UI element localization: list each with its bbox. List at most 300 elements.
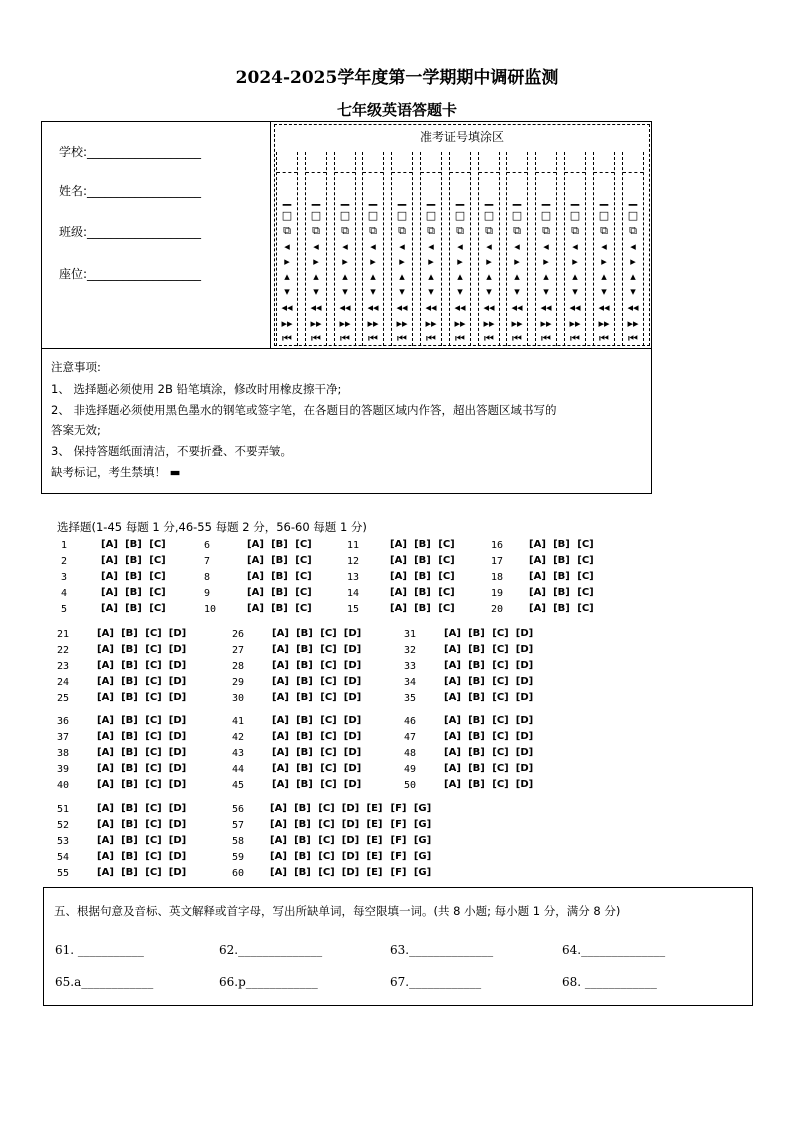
answer-bubble[interactable]: [C] (145, 731, 162, 742)
answer-bubble[interactable]: [A] (272, 692, 289, 703)
answer-bubble[interactable]: [C] (492, 715, 509, 726)
answer-bubble[interactable]: [D] (343, 692, 362, 703)
exam-number-write-cell[interactable] (306, 152, 326, 173)
answer-bubble[interactable]: [A] (272, 715, 289, 726)
exam-digit-bubble[interactable]: ◂◂ (454, 301, 466, 314)
exam-digit-bubble[interactable]: ▾ (630, 285, 636, 298)
exam-digit-bubble[interactable]: □ (310, 209, 322, 222)
answer-bubble[interactable]: [B] (414, 539, 431, 550)
answer-bubble[interactable]: [G] (413, 803, 432, 814)
answer-bubble[interactable]: [C] (492, 660, 509, 671)
answer-bubble[interactable]: [A] (529, 539, 546, 550)
answer-bubble[interactable]: [C] (145, 819, 162, 830)
answer-bubble[interactable]: [A] (444, 731, 461, 742)
exam-digit-bubble[interactable]: ▸ (601, 255, 607, 268)
answer-bubble[interactable]: [B] (271, 571, 288, 582)
answer-bubble[interactable]: [C] (320, 715, 337, 726)
answer-bubble[interactable]: [A] (272, 731, 289, 742)
answer-bubble[interactable]: [A] (101, 603, 118, 614)
exam-digit-bubble[interactable]: ⧉ (571, 224, 579, 237)
answer-bubble[interactable]: [A] (247, 603, 264, 614)
answer-bubble[interactable]: [B] (121, 676, 138, 687)
exam-digit-bubble[interactable]: ◂◂ (396, 301, 408, 314)
answer-bubble[interactable]: [B] (296, 676, 313, 687)
exam-digit-bubble[interactable]: ⧉ (485, 224, 493, 237)
answer-bubble[interactable]: [A] (529, 603, 546, 614)
exam-digit-bubble[interactable]: ⧉ (369, 224, 377, 237)
answer-bubble[interactable]: [A] (97, 851, 114, 862)
answer-bubble[interactable]: [B] (296, 715, 313, 726)
answer-bubble[interactable]: [C] (577, 539, 594, 550)
answer-bubble[interactable]: [D] (168, 867, 187, 878)
answer-bubble[interactable]: [B] (468, 747, 485, 758)
exam-digit-bubble[interactable]: ▸▸ (483, 317, 495, 330)
answer-bubble[interactable]: [G] (413, 867, 432, 878)
answer-bubble[interactable]: [A] (247, 539, 264, 550)
answer-bubble[interactable]: [G] (413, 819, 432, 830)
answer-bubble[interactable]: [B] (468, 715, 485, 726)
answer-bubble[interactable]: [A] (97, 747, 114, 758)
answer-bubble[interactable]: [B] (121, 731, 138, 742)
exam-digit-bubble[interactable]: ◂ (486, 240, 492, 253)
exam-digit-bubble[interactable]: ⏮ (484, 332, 494, 345)
answer-bubble[interactable]: [C] (320, 763, 337, 774)
answer-bubble[interactable]: [B] (121, 867, 138, 878)
answer-bubble[interactable]: [C] (149, 587, 166, 598)
blank-64[interactable]: 64.______________ (562, 943, 666, 957)
answer-bubble[interactable]: [A] (97, 660, 114, 671)
answer-bubble[interactable]: [A] (444, 660, 461, 671)
answer-bubble[interactable]: [D] (515, 747, 534, 758)
answer-bubble[interactable]: [A] (444, 747, 461, 758)
answer-bubble[interactable]: [A] (272, 644, 289, 655)
answer-bubble[interactable]: [A] (97, 715, 114, 726)
answer-bubble[interactable]: [B] (121, 660, 138, 671)
answer-bubble[interactable]: [A] (270, 803, 287, 814)
exam-digit-bubble[interactable]: □ (511, 209, 523, 222)
blank-63[interactable]: 63.______________ (390, 943, 494, 957)
exam-digit-bubble[interactable]: ◂ (630, 240, 636, 253)
answer-bubble[interactable]: [B] (271, 603, 288, 614)
answer-bubble[interactable]: [C] (318, 835, 335, 846)
answer-bubble[interactable]: [C] (318, 819, 335, 830)
exam-digit-bubble[interactable]: ▁ (599, 193, 609, 206)
exam-digit-bubble[interactable]: ▸ (630, 255, 636, 268)
answer-bubble[interactable]: [A] (101, 555, 118, 566)
answer-bubble[interactable]: [C] (577, 571, 594, 582)
answer-bubble[interactable]: [B] (414, 603, 431, 614)
answer-bubble[interactable]: [D] (515, 660, 534, 671)
answer-bubble[interactable]: [B] (121, 747, 138, 758)
exam-digit-bubble[interactable]: ▸▸ (425, 317, 437, 330)
answer-bubble[interactable]: [B] (296, 692, 313, 703)
exam-digit-bubble[interactable]: ⧉ (456, 224, 464, 237)
exam-digit-bubble[interactable]: ▴ (313, 270, 319, 283)
exam-digit-bubble[interactable]: ▁ (455, 193, 465, 206)
answer-bubble[interactable]: [A] (390, 587, 407, 598)
answer-bubble[interactable]: [D] (515, 715, 534, 726)
answer-bubble[interactable]: [D] (168, 819, 187, 830)
answer-bubble[interactable]: [A] (529, 571, 546, 582)
answer-bubble[interactable]: [C] (295, 587, 312, 598)
answer-bubble[interactable]: [D] (341, 851, 360, 862)
answer-bubble[interactable]: [C] (145, 676, 162, 687)
answer-bubble[interactable]: [D] (343, 779, 362, 790)
exam-number-write-cell[interactable] (479, 152, 499, 173)
exam-digit-bubble[interactable]: ▁ (282, 193, 292, 206)
seat-field[interactable]: 座位:___________________ (59, 267, 202, 281)
answer-bubble[interactable]: [C] (145, 835, 162, 846)
answer-bubble[interactable]: [E] (366, 867, 383, 878)
answer-bubble[interactable]: [B] (121, 763, 138, 774)
exam-digit-bubble[interactable]: ◂◂ (281, 301, 293, 314)
exam-digit-bubble[interactable]: ▾ (399, 285, 405, 298)
answer-bubble[interactable]: [A] (101, 587, 118, 598)
answer-bubble[interactable]: [A] (97, 692, 114, 703)
answer-bubble[interactable]: [C] (320, 644, 337, 655)
exam-digit-bubble[interactable]: ▸ (572, 255, 578, 268)
answer-bubble[interactable]: [C] (149, 539, 166, 550)
answer-bubble[interactable]: [B] (296, 747, 313, 758)
answer-bubble[interactable]: [C] (492, 644, 509, 655)
exam-digit-bubble[interactable]: ▴ (342, 270, 348, 283)
answer-bubble[interactable]: [D] (343, 763, 362, 774)
answer-bubble[interactable]: [B] (121, 692, 138, 703)
answer-bubble[interactable]: [C] (438, 603, 455, 614)
answer-bubble[interactable]: [B] (553, 539, 570, 550)
exam-digit-bubble[interactable]: ⧉ (312, 224, 320, 237)
answer-bubble[interactable]: [A] (444, 763, 461, 774)
answer-bubble[interactable]: [C] (438, 571, 455, 582)
exam-digit-bubble[interactable]: ▾ (601, 285, 607, 298)
answer-bubble[interactable]: [B] (414, 587, 431, 598)
answer-bubble[interactable]: [E] (366, 803, 383, 814)
exam-digit-bubble[interactable]: ⧉ (513, 224, 521, 237)
exam-number-write-cell[interactable] (392, 152, 412, 173)
answer-bubble[interactable]: [C] (145, 715, 162, 726)
answer-bubble[interactable]: [A] (444, 779, 461, 790)
exam-digit-bubble[interactable]: ▸▸ (454, 317, 466, 330)
answer-bubble[interactable]: [D] (343, 715, 362, 726)
exam-digit-bubble[interactable]: ⧉ (398, 224, 406, 237)
answer-bubble[interactable]: [B] (468, 660, 485, 671)
school-field[interactable]: 学校:___________________ (59, 145, 202, 159)
exam-digit-bubble[interactable]: ▁ (570, 193, 580, 206)
answer-bubble[interactable]: [D] (341, 819, 360, 830)
answer-bubble[interactable]: [B] (125, 539, 142, 550)
exam-digit-bubble[interactable]: ▸▸ (511, 317, 523, 330)
answer-bubble[interactable]: [B] (294, 867, 311, 878)
answer-bubble[interactable]: [C] (320, 779, 337, 790)
exam-digit-bubble[interactable]: ▸ (428, 255, 434, 268)
exam-digit-bubble[interactable]: ⏮ (541, 332, 551, 345)
exam-digit-bubble[interactable]: ▁ (368, 193, 378, 206)
answer-bubble[interactable]: [B] (468, 731, 485, 742)
absent-mark[interactable]: 缺考标记，考生禁填！ ▬ (51, 465, 181, 479)
answer-bubble[interactable]: [C] (145, 851, 162, 862)
answer-bubble[interactable]: [C] (577, 603, 594, 614)
answer-bubble[interactable]: [A] (97, 763, 114, 774)
name-field[interactable]: 姓名:___________________ (59, 184, 202, 198)
exam-digit-bubble[interactable]: ▾ (486, 285, 492, 298)
exam-digit-bubble[interactable]: ▴ (370, 270, 376, 283)
answer-bubble[interactable]: [C] (438, 587, 455, 598)
answer-bubble[interactable]: [B] (468, 628, 485, 639)
exam-digit-bubble[interactable]: ▸ (370, 255, 376, 268)
answer-bubble[interactable]: [F] (390, 819, 407, 830)
answer-bubble[interactable]: [C] (320, 747, 337, 758)
exam-digit-bubble[interactable]: ◂◂ (425, 301, 437, 314)
exam-digit-bubble[interactable]: ⧉ (427, 224, 435, 237)
exam-digit-bubble[interactable]: ▾ (342, 285, 348, 298)
blank-61[interactable]: 61. ___________ (55, 943, 144, 957)
answer-bubble[interactable]: [C] (492, 763, 509, 774)
exam-number-write-cell[interactable] (335, 152, 355, 173)
exam-digit-bubble[interactable]: ▴ (601, 270, 607, 283)
exam-digit-bubble[interactable]: ▸ (514, 255, 520, 268)
answer-bubble[interactable]: [E] (366, 851, 383, 862)
answer-bubble[interactable]: [C] (318, 867, 335, 878)
answer-bubble[interactable]: [A] (390, 555, 407, 566)
answer-bubble[interactable]: [D] (341, 835, 360, 846)
exam-digit-bubble[interactable]: ◂ (342, 240, 348, 253)
exam-number-write-cell[interactable] (363, 152, 383, 173)
answer-bubble[interactable]: [D] (168, 660, 187, 671)
exam-digit-bubble[interactable]: ▾ (543, 285, 549, 298)
answer-bubble[interactable]: [A] (97, 835, 114, 846)
answer-bubble[interactable]: [A] (444, 644, 461, 655)
exam-digit-bubble[interactable]: ◂ (399, 240, 405, 253)
exam-digit-bubble[interactable]: ◂ (514, 240, 520, 253)
answer-bubble[interactable]: [A] (270, 819, 287, 830)
exam-digit-bubble[interactable]: ▴ (630, 270, 636, 283)
answer-bubble[interactable]: [D] (168, 644, 187, 655)
answer-bubble[interactable]: [D] (515, 644, 534, 655)
exam-digit-bubble[interactable]: ▸ (313, 255, 319, 268)
exam-digit-bubble[interactable]: ▸▸ (598, 317, 610, 330)
answer-bubble[interactable]: [A] (529, 587, 546, 598)
exam-digit-bubble[interactable]: ▸▸ (281, 317, 293, 330)
exam-digit-bubble[interactable]: □ (598, 209, 610, 222)
exam-digit-bubble[interactable]: □ (339, 209, 351, 222)
exam-digit-bubble[interactable]: ⧉ (341, 224, 349, 237)
answer-bubble[interactable]: [D] (343, 731, 362, 742)
exam-digit-bubble[interactable]: ⧉ (283, 224, 291, 237)
answer-bubble[interactable]: [A] (97, 731, 114, 742)
answer-bubble[interactable]: [A] (444, 676, 461, 687)
answer-bubble[interactable]: [A] (272, 779, 289, 790)
exam-digit-bubble[interactable]: ▸▸ (310, 317, 322, 330)
answer-bubble[interactable]: [D] (168, 628, 187, 639)
answer-bubble[interactable]: [F] (390, 835, 407, 846)
answer-bubble[interactable]: [D] (343, 644, 362, 655)
answer-bubble[interactable]: [D] (341, 867, 360, 878)
answer-bubble[interactable]: [D] (168, 731, 187, 742)
answer-bubble[interactable]: [C] (492, 676, 509, 687)
exam-digit-bubble[interactable]: ▸▸ (627, 317, 639, 330)
answer-bubble[interactable]: [B] (125, 587, 142, 598)
answer-bubble[interactable]: [B] (414, 571, 431, 582)
answer-bubble[interactable]: [C] (145, 628, 162, 639)
exam-digit-bubble[interactable]: ◂◂ (339, 301, 351, 314)
blank-66[interactable]: 66.p____________ (219, 975, 318, 989)
exam-digit-bubble[interactable]: ▸ (399, 255, 405, 268)
exam-digit-bubble[interactable]: ◂◂ (540, 301, 552, 314)
answer-bubble[interactable]: [A] (390, 571, 407, 582)
exam-digit-bubble[interactable]: ▁ (512, 193, 522, 206)
answer-bubble[interactable]: [D] (168, 803, 187, 814)
answer-bubble[interactable]: [A] (270, 867, 287, 878)
exam-digit-bubble[interactable]: ⏮ (512, 332, 522, 345)
answer-bubble[interactable]: [B] (553, 571, 570, 582)
answer-bubble[interactable]: [C] (149, 571, 166, 582)
answer-bubble[interactable]: [B] (271, 555, 288, 566)
answer-bubble[interactable]: [A] (97, 803, 114, 814)
exam-digit-bubble[interactable]: ▾ (284, 285, 290, 298)
exam-digit-bubble[interactable]: ▸ (486, 255, 492, 268)
answer-bubble[interactable]: [D] (515, 676, 534, 687)
answer-bubble[interactable]: [C] (438, 555, 455, 566)
answer-bubble[interactable]: [A] (97, 779, 114, 790)
exam-digit-bubble[interactable]: ▸▸ (396, 317, 408, 330)
exam-digit-bubble[interactable]: □ (425, 209, 437, 222)
exam-digit-bubble[interactable]: ▾ (514, 285, 520, 298)
answer-bubble[interactable]: [D] (343, 660, 362, 671)
answer-bubble[interactable]: [A] (101, 571, 118, 582)
exam-digit-bubble[interactable]: □ (367, 209, 379, 222)
answer-bubble[interactable]: [C] (295, 571, 312, 582)
answer-bubble[interactable]: [C] (318, 803, 335, 814)
answer-bubble[interactable]: [B] (121, 715, 138, 726)
answer-bubble[interactable]: [B] (296, 731, 313, 742)
exam-digit-bubble[interactable]: □ (396, 209, 408, 222)
answer-bubble[interactable]: [D] (168, 692, 187, 703)
exam-digit-bubble[interactable]: ▴ (457, 270, 463, 283)
answer-bubble[interactable]: [C] (145, 763, 162, 774)
answer-bubble[interactable]: [B] (125, 555, 142, 566)
answer-bubble[interactable]: [C] (145, 692, 162, 703)
exam-digit-bubble[interactable]: ▴ (514, 270, 520, 283)
exam-digit-bubble[interactable]: ◂ (370, 240, 376, 253)
exam-digit-bubble[interactable]: ⏮ (426, 332, 436, 345)
answer-bubble[interactable]: [C] (320, 731, 337, 742)
answer-bubble[interactable]: [C] (577, 555, 594, 566)
exam-digit-bubble[interactable]: ▴ (486, 270, 492, 283)
exam-digit-bubble[interactable]: ◂ (543, 240, 549, 253)
exam-digit-bubble[interactable]: □ (569, 209, 581, 222)
answer-bubble[interactable]: [B] (121, 644, 138, 655)
exam-number-write-cell[interactable] (507, 152, 527, 173)
answer-bubble[interactable]: [B] (296, 644, 313, 655)
exam-number-write-cell[interactable] (623, 152, 643, 173)
answer-bubble[interactable]: [A] (272, 628, 289, 639)
answer-bubble[interactable]: [C] (149, 603, 166, 614)
exam-digit-bubble[interactable]: □ (483, 209, 495, 222)
exam-digit-bubble[interactable]: ◂◂ (511, 301, 523, 314)
exam-digit-bubble[interactable]: ▁ (397, 193, 407, 206)
exam-digit-bubble[interactable]: ◂◂ (310, 301, 322, 314)
answer-bubble[interactable]: [C] (438, 539, 455, 550)
exam-digit-bubble[interactable]: ⧉ (542, 224, 550, 237)
answer-bubble[interactable]: [D] (341, 803, 360, 814)
answer-bubble[interactable]: [A] (444, 715, 461, 726)
answer-bubble[interactable]: [B] (294, 835, 311, 846)
answer-bubble[interactable]: [B] (414, 555, 431, 566)
answer-bubble[interactable]: [B] (468, 644, 485, 655)
exam-digit-bubble[interactable]: ⏮ (397, 332, 407, 345)
answer-bubble[interactable]: [D] (168, 763, 187, 774)
answer-bubble[interactable]: [B] (294, 851, 311, 862)
exam-digit-bubble[interactable]: ▁ (484, 193, 494, 206)
exam-digit-bubble[interactable]: □ (627, 209, 639, 222)
exam-digit-bubble[interactable]: ▴ (428, 270, 434, 283)
answer-bubble[interactable]: [C] (492, 779, 509, 790)
answer-bubble[interactable]: [F] (390, 803, 407, 814)
exam-digit-bubble[interactable]: ◂ (601, 240, 607, 253)
exam-digit-bubble[interactable]: ⏮ (570, 332, 580, 345)
exam-digit-bubble[interactable]: □ (540, 209, 552, 222)
exam-digit-bubble[interactable]: ▁ (340, 193, 350, 206)
answer-bubble[interactable]: [A] (247, 587, 264, 598)
exam-digit-bubble[interactable]: ▾ (457, 285, 463, 298)
answer-bubble[interactable]: [C] (145, 803, 162, 814)
answer-bubble[interactable]: [A] (444, 628, 461, 639)
answer-bubble[interactable]: [B] (553, 587, 570, 598)
answer-bubble[interactable]: [A] (270, 835, 287, 846)
answer-bubble[interactable]: [D] (168, 676, 187, 687)
answer-bubble[interactable]: [B] (468, 692, 485, 703)
answer-bubble[interactable]: [B] (296, 628, 313, 639)
answer-bubble[interactable]: [C] (295, 539, 312, 550)
answer-bubble[interactable]: [C] (145, 779, 162, 790)
answer-bubble[interactable]: [F] (390, 867, 407, 878)
answer-bubble[interactable]: [A] (390, 603, 407, 614)
blank-65[interactable]: 65.a____________ (55, 975, 154, 989)
answer-bubble[interactable]: [D] (515, 731, 534, 742)
exam-digit-bubble[interactable]: ▸▸ (569, 317, 581, 330)
answer-bubble[interactable]: [B] (468, 779, 485, 790)
answer-bubble[interactable]: [G] (413, 851, 432, 862)
answer-bubble[interactable]: [C] (295, 603, 312, 614)
exam-number-write-cell[interactable] (277, 152, 297, 173)
answer-bubble[interactable]: [C] (145, 644, 162, 655)
answer-bubble[interactable]: [A] (272, 763, 289, 774)
exam-digit-bubble[interactable]: ⏮ (368, 332, 378, 345)
answer-bubble[interactable]: [C] (149, 555, 166, 566)
answer-bubble[interactable]: [D] (343, 676, 362, 687)
exam-digit-bubble[interactable]: □ (281, 209, 293, 222)
answer-bubble[interactable]: [B] (121, 628, 138, 639)
exam-digit-bubble[interactable]: ▴ (572, 270, 578, 283)
answer-bubble[interactable]: [A] (247, 571, 264, 582)
answer-bubble[interactable]: [C] (577, 587, 594, 598)
exam-digit-bubble[interactable]: ▁ (541, 193, 551, 206)
answer-bubble[interactable]: [B] (296, 763, 313, 774)
answer-bubble[interactable]: [D] (515, 628, 534, 639)
exam-digit-bubble[interactable]: ▾ (428, 285, 434, 298)
answer-bubble[interactable]: [B] (121, 803, 138, 814)
answer-bubble[interactable]: [A] (247, 555, 264, 566)
exam-digit-bubble[interactable]: ▾ (370, 285, 376, 298)
exam-digit-bubble[interactable]: ▸▸ (367, 317, 379, 330)
exam-digit-bubble[interactable]: ▾ (313, 285, 319, 298)
answer-bubble[interactable]: [C] (492, 628, 509, 639)
exam-digit-bubble[interactable]: ⏮ (282, 332, 292, 345)
answer-bubble[interactable]: [C] (295, 555, 312, 566)
answer-bubble[interactable]: [G] (413, 835, 432, 846)
answer-bubble[interactable]: [C] (320, 676, 337, 687)
exam-digit-bubble[interactable]: ◂ (284, 240, 290, 253)
